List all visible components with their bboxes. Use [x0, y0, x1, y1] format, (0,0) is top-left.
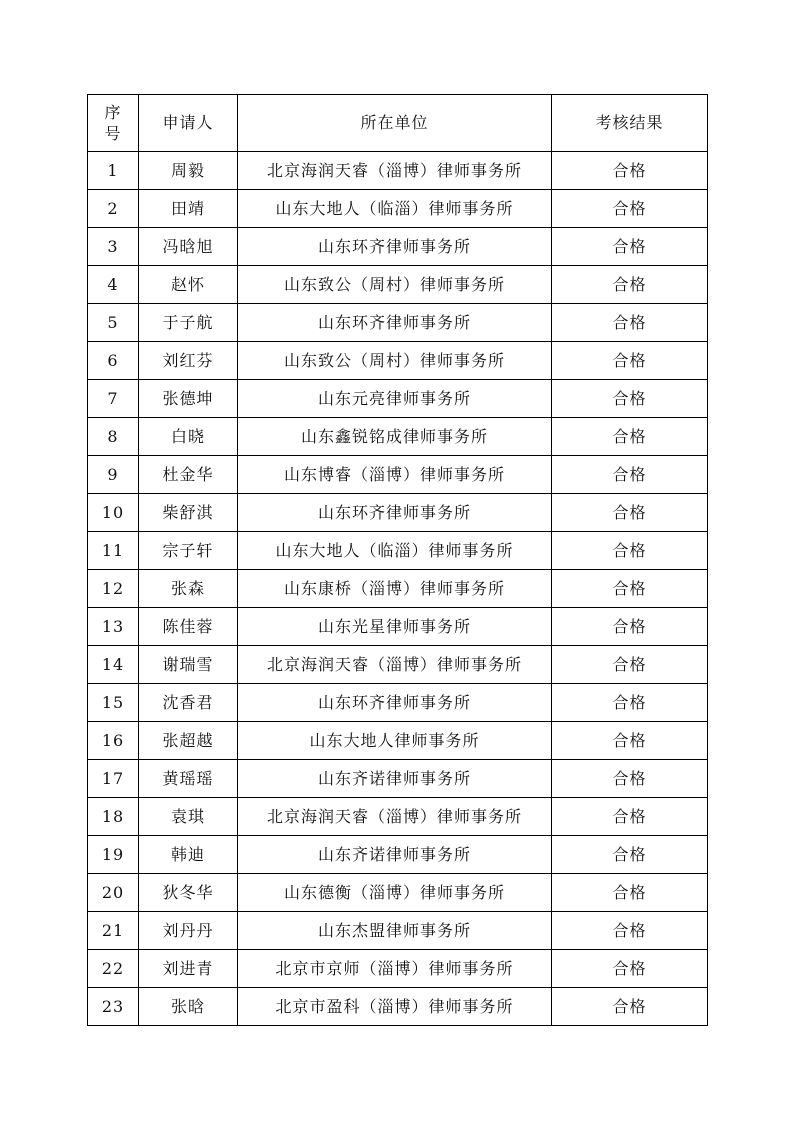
cell-unit: 山东康桥（淄博）律师事务所: [238, 570, 552, 608]
table-row: [88, 874, 708, 912]
cell-result: 合格: [552, 532, 708, 570]
cell-applicant: 张晗: [139, 988, 238, 1026]
cell-unit: 山东环齐律师事务所: [238, 684, 552, 722]
table-row: [88, 342, 708, 380]
table-row: [88, 570, 708, 608]
cell-seq: 7: [88, 380, 139, 418]
table-row: [88, 532, 708, 570]
cell-seq: 18: [88, 798, 139, 836]
cell-applicant: 田靖: [139, 190, 238, 228]
cell-applicant: 白晓: [139, 418, 238, 456]
cell-unit: 山东致公（周村）律师事务所: [238, 266, 552, 304]
assessment-results-table: [87, 94, 708, 1026]
cell-applicant: 韩迪: [139, 836, 238, 874]
cell-seq: 9: [88, 456, 139, 494]
cell-result: 合格: [552, 722, 708, 760]
cell-result: 合格: [552, 152, 708, 190]
cell-applicant: 刘丹丹: [139, 912, 238, 950]
cell-applicant: 谢瑞雪: [139, 646, 238, 684]
header-unit: 所在单位: [238, 95, 552, 152]
table-row: [88, 950, 708, 988]
cell-result: 合格: [552, 608, 708, 646]
cell-unit: 山东齐诺律师事务所: [238, 836, 552, 874]
header-result: 考核结果: [552, 95, 708, 152]
cell-applicant: 张超越: [139, 722, 238, 760]
cell-seq: 15: [88, 684, 139, 722]
cell-unit: 山东致公（周村）律师事务所: [238, 342, 552, 380]
cell-seq: 2: [88, 190, 139, 228]
cell-unit: 北京海润天睿（淄博）律师事务所: [238, 798, 552, 836]
table-row: [88, 836, 708, 874]
cell-unit: 山东大地人（临淄）律师事务所: [238, 190, 552, 228]
table-row: [88, 798, 708, 836]
cell-applicant: 宗子轩: [139, 532, 238, 570]
cell-result: 合格: [552, 874, 708, 912]
header-seq: [88, 95, 139, 152]
header-applicant: 申请人: [139, 95, 238, 152]
cell-applicant: 柴舒淇: [139, 494, 238, 532]
cell-seq: 4: [88, 266, 139, 304]
cell-result: 合格: [552, 380, 708, 418]
cell-unit: 北京市京师（淄博）律师事务所: [238, 950, 552, 988]
cell-unit: 山东杰盟律师事务所: [238, 912, 552, 950]
table-header-row: [88, 95, 708, 152]
cell-result: 合格: [552, 304, 708, 342]
cell-seq: 17: [88, 760, 139, 798]
cell-seq: 10: [88, 494, 139, 532]
cell-result: 合格: [552, 950, 708, 988]
cell-seq: 23: [88, 988, 139, 1026]
cell-unit: 山东环齐律师事务所: [238, 494, 552, 532]
cell-seq: 16: [88, 722, 139, 760]
table-row: [88, 304, 708, 342]
cell-result: 合格: [552, 912, 708, 950]
cell-applicant: 于子航: [139, 304, 238, 342]
table-row: [88, 380, 708, 418]
cell-applicant: 沈香君: [139, 684, 238, 722]
cell-seq: 6: [88, 342, 139, 380]
table-row: [88, 722, 708, 760]
table-row: [88, 190, 708, 228]
cell-applicant: 狄冬华: [139, 874, 238, 912]
table-row: [88, 912, 708, 950]
cell-applicant: 刘进青: [139, 950, 238, 988]
cell-unit: 北京海润天睿（淄博）律师事务所: [238, 646, 552, 684]
cell-result: 合格: [552, 266, 708, 304]
table-row: [88, 418, 708, 456]
cell-unit: 山东鑫锐铭成律师事务所: [238, 418, 552, 456]
cell-result: 合格: [552, 570, 708, 608]
cell-applicant: 陈佳蓉: [139, 608, 238, 646]
cell-result: 合格: [552, 228, 708, 266]
cell-applicant: 刘红芬: [139, 342, 238, 380]
cell-seq: 1: [88, 152, 139, 190]
cell-seq: 11: [88, 532, 139, 570]
cell-seq: 14: [88, 646, 139, 684]
cell-seq: 20: [88, 874, 139, 912]
cell-unit: 北京市盈科（淄博）律师事务所: [238, 988, 552, 1026]
cell-unit: 山东德衡（淄博）律师事务所: [238, 874, 552, 912]
cell-seq: 8: [88, 418, 139, 456]
cell-applicant: 杜金华: [139, 456, 238, 494]
cell-result: 合格: [552, 190, 708, 228]
cell-unit: 北京海润天睿（淄博）律师事务所: [238, 152, 552, 190]
cell-result: 合格: [552, 988, 708, 1026]
cell-seq: 12: [88, 570, 139, 608]
table-row: [88, 988, 708, 1026]
cell-unit: 山东大地人（临淄）律师事务所: [238, 532, 552, 570]
cell-seq: 21: [88, 912, 139, 950]
cell-applicant: 冯晗旭: [139, 228, 238, 266]
cell-applicant: 赵怀: [139, 266, 238, 304]
header-seq-line2: 号: [104, 124, 122, 143]
cell-result: 合格: [552, 646, 708, 684]
cell-unit: 山东齐诺律师事务所: [238, 760, 552, 798]
table-row: [88, 646, 708, 684]
cell-result: 合格: [552, 836, 708, 874]
cell-seq: 22: [88, 950, 139, 988]
cell-seq: 3: [88, 228, 139, 266]
cell-unit: 山东元亮律师事务所: [238, 380, 552, 418]
cell-applicant: 张德坤: [139, 380, 238, 418]
cell-unit: 山东环齐律师事务所: [238, 304, 552, 342]
cell-applicant: 周毅: [139, 152, 238, 190]
cell-result: 合格: [552, 456, 708, 494]
table-row: [88, 760, 708, 798]
table-row: [88, 152, 708, 190]
cell-seq: 19: [88, 836, 139, 874]
table-row: [88, 456, 708, 494]
cell-result: 合格: [552, 494, 708, 532]
cell-unit: 山东环齐律师事务所: [238, 228, 552, 266]
cell-unit: 山东博睿（淄博）律师事务所: [238, 456, 552, 494]
table-row: [88, 684, 708, 722]
table-row: [88, 608, 708, 646]
cell-result: 合格: [552, 342, 708, 380]
table-row: [88, 494, 708, 532]
cell-seq: 13: [88, 608, 139, 646]
cell-result: 合格: [552, 684, 708, 722]
cell-unit: 山东大地人律师事务所: [238, 722, 552, 760]
cell-unit: 山东光星律师事务所: [238, 608, 552, 646]
cell-result: 合格: [552, 798, 708, 836]
header-seq-line1: 序: [104, 103, 122, 122]
cell-seq: 5: [88, 304, 139, 342]
cell-result: 合格: [552, 418, 708, 456]
cell-result: 合格: [552, 760, 708, 798]
cell-applicant: 张森: [139, 570, 238, 608]
table-row: [88, 266, 708, 304]
cell-applicant: 袁琪: [139, 798, 238, 836]
table-row: [88, 228, 708, 266]
cell-applicant: 黄瑶瑶: [139, 760, 238, 798]
